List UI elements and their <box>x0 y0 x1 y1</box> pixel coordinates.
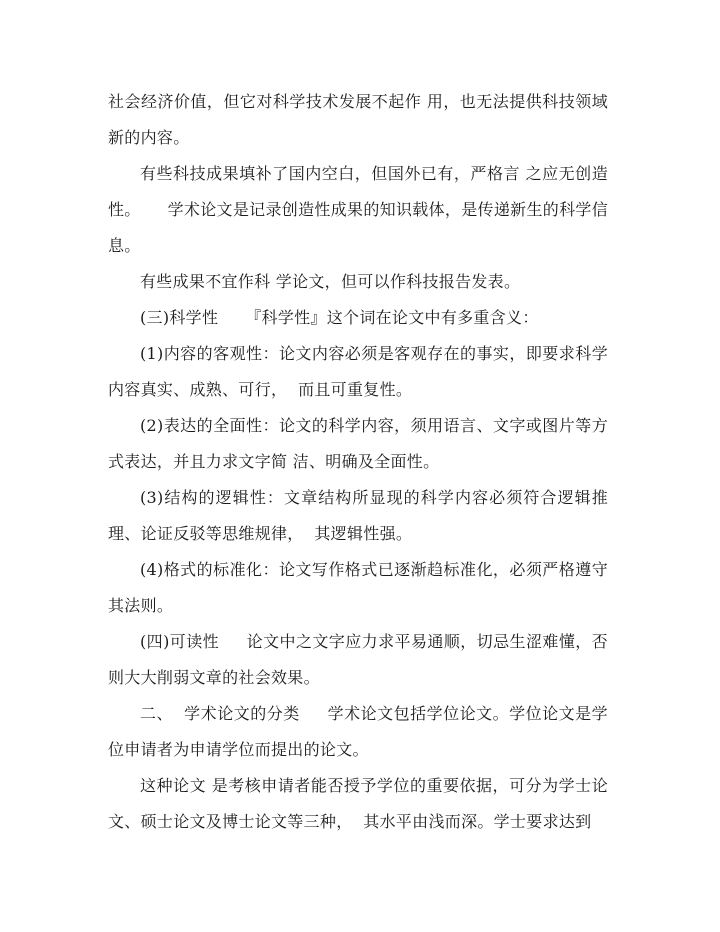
paragraph-objectivity: (1)内容的客观性：论文内容必须是客观存在的事实，即要求科学内容真实、成熟、可行， 而且可重复性。 <box>108 344 608 399</box>
paragraph-standardization: (4)格式的标准化：论文写作格式已逐渐趋标准化，必须严格遵守其法则。 <box>108 560 608 615</box>
paragraph-comprehensiveness: (2)表达的全面性：论文的科学内容，须用语言、文字或图片等方式表达，并且力求文字简 洁、明确及全面性。 <box>108 416 608 471</box>
paragraph-classification: 二、 学术论文的分类 学术论文包括学位论文。学位论文是学位申请者为申请学位而提出的论文。 <box>108 704 608 759</box>
paragraph-degree-thesis: 这种论文 是考核申请者能否授予学位的重要依据，可分为学士论文、硕士论文及博士论文等三种， 其水平由浅而深。学士要求达到 <box>108 776 608 831</box>
paragraph-logic: (3)结构的逻辑性：文章结构所显现的科学内容必须符合逻辑推理、论证反驳等思维规律， 其逻辑性强。 <box>108 488 608 543</box>
section-heading-readability-science: (三)科学性 『科学性』这个词在论文中有多重含义： <box>140 308 539 327</box>
paragraph-3: 有些成果不宜作科 学论文，但可以作科技报告发表。 <box>140 272 521 291</box>
paragraph-1: 社会经济价值，但它对科学技术发展不起作 用，也无法提供科技领域新的内容。 <box>108 92 608 147</box>
document-body <box>108 84 608 840</box>
paragraph-2: 有些科技成果填补了国内空白，但国外已有，严格言 之应无创造性。 学术论文是记录创造性成果的知识载体，是传递新生的科学信息。 <box>108 164 608 255</box>
paragraph-readability: (四)可读性 论文中之文字应力求平易通顺，切忌生涩难懂，否则大大削弱文章的社会效果。 <box>108 632 608 687</box>
